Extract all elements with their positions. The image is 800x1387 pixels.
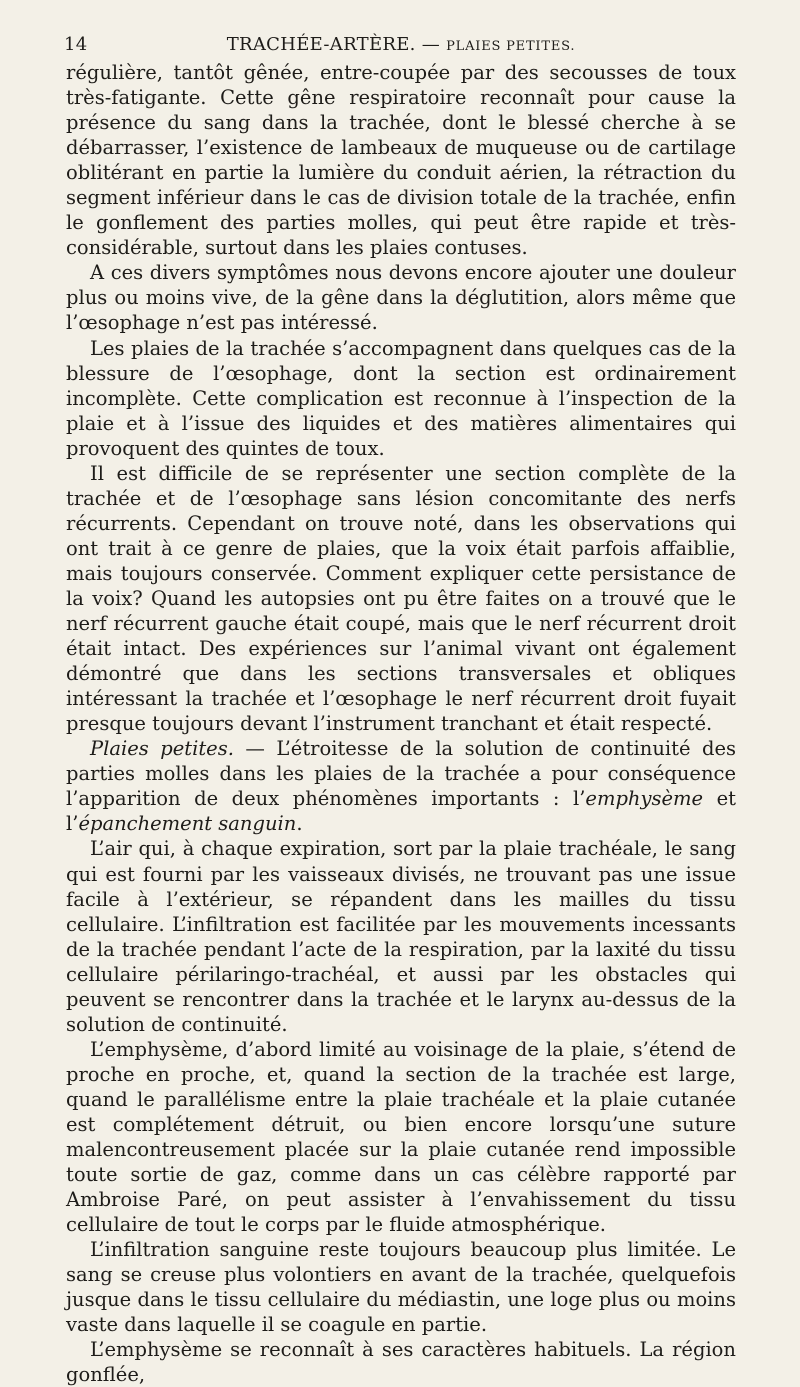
small-wounds-text-b: et l’ — [66, 787, 736, 836]
running-head — [66, 30, 736, 60]
paragraph-respiration: régulière, tantôt gênée, entre-coupée par des secousses de toux très-fatigante. Cette gêne respiratoire reconnaît pour cause la présence du sang dans la trachée, dont le blessé cherche à se débarrasser, l’existence de lambeaux de muqueuse ou de cartilage oblitérant en partie la lumière du conduit aérien, la rétraction du segment inférieur dans le cas de division totale de la trachée, enfin le gonflement des parties molles, qui peut être rapide et très-considérable, surtout dans les plaies contuses. — [66, 61, 736, 260]
term-emphysema: emphysème — [585, 787, 704, 811]
section-lead-small-wounds: Plaies petites. — [90, 737, 234, 761]
header-dash: — — [421, 34, 441, 55]
paragraph-oesophagus: Les plaies de la trachée s’accompagnent dans quelques cas de la blessure de l’œsophage, dont la section est ordinairement incomplète. Cette complication est reconnue à l’inspection de la plaie et à l’issue des liquides et des matières alimentaires qui provoquent des quintes de toux. — [66, 336, 736, 460]
paragraph-emphysema-signs: L’emphysème se reconnaît à ses caractères habituels. La région gonflée, — [66, 1338, 736, 1387]
paragraph-emphysema-spread: L’emphysème, d’abord limité au voisinage de la plaie, s’étend de proche en proche, et, quand la section de la trachée est large, quand le parallélisme entre la plaie trachéale et la plaie cutanée est complétement détruit, ou bien encore lorsqu’une suture malencontreusement placée sur la plaie cutanée rend impossible toute sortie de gaz, comme dans un cas célèbre rapporté par Ambroise Paré, on peut assister à l’envahissement du tissu cellulaire de tout le corps par le fluide atmosphérique. — [66, 1037, 736, 1237]
paragraph-small-wounds — [66, 736, 736, 836]
term-blood-effusion: épanchement sanguin — [78, 812, 297, 836]
small-wounds-text-c: . — [296, 812, 303, 836]
paragraph-infiltration: L’air qui, à chaque expiration, sort par la plaie trachéale, le sang qui est fourni par les vaisseaux divisés, ne trouvant pas une issue facile à l’extérieur, se répandent dans les mailles du tissu cellulaire. L’infiltration est facilitée par les mouvements incessants de la trachée pendant l’acte de la respiration, par la laxité du tissu cellulaire périlaringo-trachéal, et aussi par les obstacles qui peuvent se rencontrer dans la trachée et le larynx au-dessus de la solution de continuité. — [66, 837, 736, 1036]
paragraph-symptoms: A ces divers symptômes nous devons encore ajouter une douleur plus ou moins vive, de la gêne dans la déglutition, alors même que l’œsophage n’est pas intéressé. — [66, 261, 736, 335]
small-wounds-text-a: — L’étroitesse de la solution de continuité des parties molles dans les plaies de la trachée a pour conséquence l’apparition de deux phénomènes importants : l’ — [66, 737, 736, 811]
body-text — [66, 60, 736, 1387]
running-title — [66, 30, 736, 62]
section-subtitle: PLAIES PETITES. — [446, 39, 576, 54]
paragraph-recurrent-nerves: Il est difficile de se représenter une section complète de la trachée et de l’œsophage sans lésion concomitante des nerfs récurrents. Cependant on trouve noté, dans les observations qui ont trait à ce genre de plaies, que la voix était parfois affaiblie, mais toujours conservée. Comment expliquer cette persistance de la voix? Quand les autopsies ont pu être faites on a trouvé que le nerf récurrent gauche était coupé, mais que le nerf récurrent droit était intact. Des expériences sur l’animal vivant ont également démontré que dans les sections transversales et obliques intéressant la trachée et l’œsophage le nerf récurrent droit fuyait presque toujours devant l’instrument tranchant et était respecté. — [66, 461, 736, 736]
paragraph-blood-infiltration: L’infiltration sanguine reste toujours beaucoup plus limitée. Le sang se creuse plus volontiers en avant de la trachée, quelquefois jusque dans le tissu cellulaire du médiastin, une loge plus ou moins vaste dans laquelle il se coagule en partie. — [66, 1238, 736, 1337]
book-page — [66, 30, 736, 1387]
page-number: 14 — [64, 34, 88, 55]
chapter-title: TRACHÉE-ARTÈRE. — [226, 34, 416, 55]
